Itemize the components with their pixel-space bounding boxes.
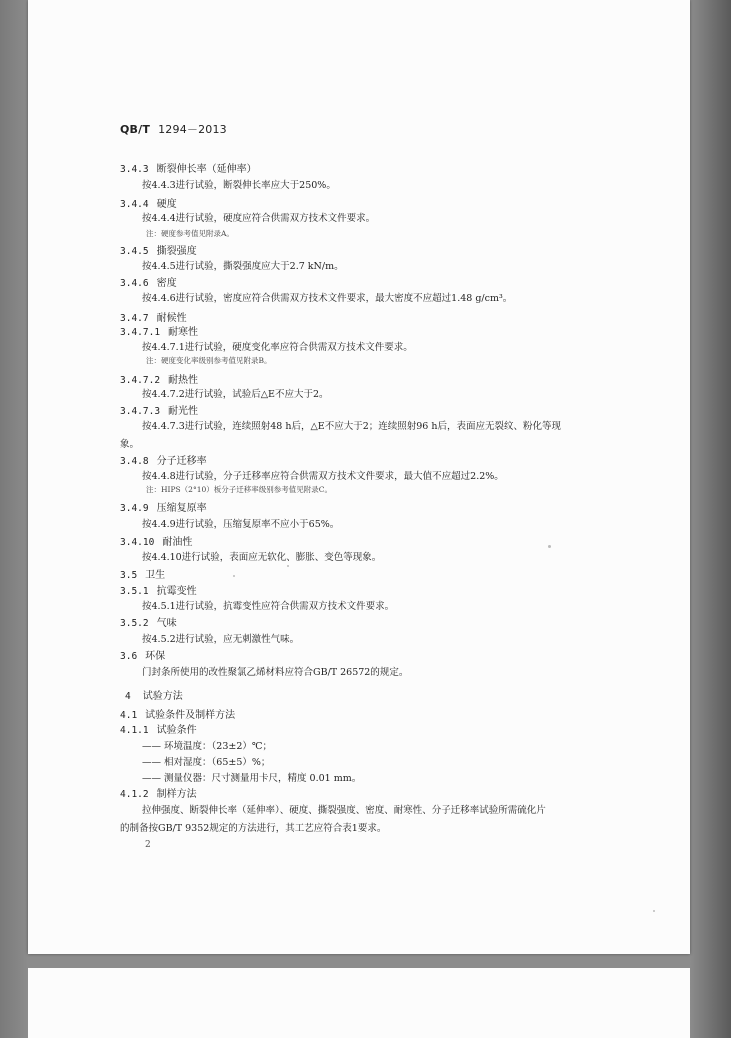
section-title: 撕裂强度	[156, 246, 197, 257]
body-text: 按4.4.6进行试验，密度应符合供需双方技术文件要求，最大密度不应超过1.48 g/cm³。	[142, 293, 513, 304]
section-title: 耐候性	[156, 313, 187, 324]
section-heading	[120, 566, 165, 581]
section-heading	[120, 195, 177, 210]
body-text: —— 测量仪器：尺寸测量用卡尺，精度 0.01 mm。	[142, 773, 362, 784]
section-number: 4	[125, 691, 131, 702]
section-number: 3.4.8	[120, 456, 149, 467]
section-title: 抗霉变性	[156, 586, 197, 597]
section-number: 3.4.7.2	[120, 375, 161, 386]
section-title: 压缩复原率	[156, 503, 207, 514]
section-title: 密度	[156, 278, 177, 289]
section-number: 3.4.7	[120, 313, 149, 324]
section-heading	[120, 323, 198, 338]
section-title: 试验方法	[142, 691, 183, 702]
scan-speck	[287, 565, 289, 567]
section-number: 3.4.9	[120, 503, 149, 514]
section-heading	[120, 721, 197, 736]
section-heading	[120, 242, 197, 257]
body-text: 门封条所使用的改性聚氯乙烯材料应符合GB/T 26572的规定。	[142, 667, 409, 678]
section-title: 耐寒性	[168, 327, 199, 338]
body-text: 按4.5.2进行试验，应无刺激性气味。	[142, 634, 300, 645]
body-text: 按4.4.4进行试验，硬度应符合供需双方技术文件要求。	[142, 213, 376, 224]
section-number: 3.4.6	[120, 278, 149, 289]
body-text: —— 相对湿度：（65±5）%；	[142, 757, 271, 768]
section-title: 断裂伸长率（延伸率）	[156, 164, 257, 175]
note-text: 注：硬度变化率级别参考值见附录B。	[146, 356, 272, 365]
next-page	[28, 968, 690, 1038]
section-title: 气味	[156, 618, 177, 629]
section-title: 试验条件	[156, 725, 197, 736]
scan-speck	[233, 575, 235, 577]
section-heading	[120, 160, 257, 175]
body-text: 按4.4.7.3进行试验，连续照射48 h后，△E不应大于2；连续照射96 h后，表面应无裂纹、粉化等现	[142, 421, 561, 432]
document-page	[28, 0, 690, 954]
section-number: 3.5.2	[120, 618, 149, 629]
section-number: 4.1	[120, 710, 138, 721]
section-number: 4.1.2	[120, 789, 149, 800]
section-title: 分子迁移率	[156, 456, 207, 467]
section-heading	[120, 785, 197, 800]
body-text: 按4.4.10进行试验，表面应无软化、膨胀、变色等现象。	[142, 552, 382, 563]
section-title: 制样方法	[156, 789, 197, 800]
section-number: 3.4.7.3	[120, 406, 161, 417]
section-heading	[120, 533, 192, 548]
section-title: 耐热性	[168, 375, 199, 386]
section-heading	[120, 499, 207, 514]
body-text: 按4.4.7.2进行试验，试验后△E不应大于2。	[142, 389, 329, 400]
note-text: 注：硬度参考值见附录A。	[146, 229, 234, 238]
section-title: 耐油性	[162, 537, 193, 548]
page-number: 2	[145, 840, 151, 850]
section-heading	[120, 371, 198, 386]
scan-speck	[653, 910, 655, 912]
body-text: 按4.4.7.1进行试验，硬度变化率应符合供需双方技术文件要求。	[142, 342, 413, 353]
standard-header	[120, 121, 227, 137]
section-number: 3.4.3	[120, 164, 149, 175]
body-text: —— 环境温度：（23±2）℃；	[142, 741, 272, 752]
body-text: 拉伸强度、断裂伸长率（延伸率）、硬度、撕裂强度、密度、耐寒性、分子迁移率试验所需硫化片	[142, 805, 546, 816]
section-number: 3.4.4	[120, 199, 149, 210]
body-text: 按4.4.5进行试验，撕裂强度应大于2.7 kN/m。	[142, 261, 344, 272]
section-title: 硬度	[156, 199, 177, 210]
section-title: 卫生	[145, 570, 166, 581]
section-title: 环保	[145, 651, 166, 662]
section-title: 试验条件及制样方法	[145, 710, 236, 721]
section-heading	[120, 706, 235, 721]
standard-number: 1294－2013	[158, 123, 227, 136]
body-text: 按4.4.8进行试验，分子迁移率应符合供需双方技术文件要求，最大值不应超过2.2%。	[142, 471, 504, 482]
section-heading	[120, 274, 177, 289]
body-text: 按4.4.9进行试验，压缩复原率不应小于65%。	[142, 519, 340, 530]
section-number: 3.4.5	[120, 246, 149, 257]
section-heading	[120, 614, 177, 629]
chapter-heading	[125, 687, 183, 702]
section-title: 耐光性	[168, 406, 199, 417]
standard-code: QB/T	[120, 123, 151, 136]
body-text: 象。	[120, 439, 140, 450]
section-number: 3.5.1	[120, 586, 149, 597]
section-number: 3.4.10	[120, 537, 155, 548]
section-heading	[120, 309, 187, 324]
scan-speck	[548, 545, 551, 548]
section-heading	[120, 582, 197, 597]
body-text: 按4.4.3进行试验，断裂伸长率应大于250%。	[142, 180, 336, 191]
section-number: 3.4.7.1	[120, 327, 161, 338]
section-number: 4.1.1	[120, 725, 149, 736]
section-heading	[120, 402, 198, 417]
section-number: 3.5	[120, 570, 138, 581]
section-number: 3.6	[120, 651, 138, 662]
body-text: 按4.5.1进行试验，抗霉变性应符合供需双方技术文件要求。	[142, 601, 395, 612]
section-heading	[120, 452, 207, 467]
note-text: 注：HIPS（2°10）板分子迁移率级别参考值见附录C。	[146, 485, 332, 494]
body-text: 的制备按GB/T 9352规定的方法进行，其工艺应符合表1要求。	[120, 823, 387, 834]
section-heading	[120, 647, 165, 662]
